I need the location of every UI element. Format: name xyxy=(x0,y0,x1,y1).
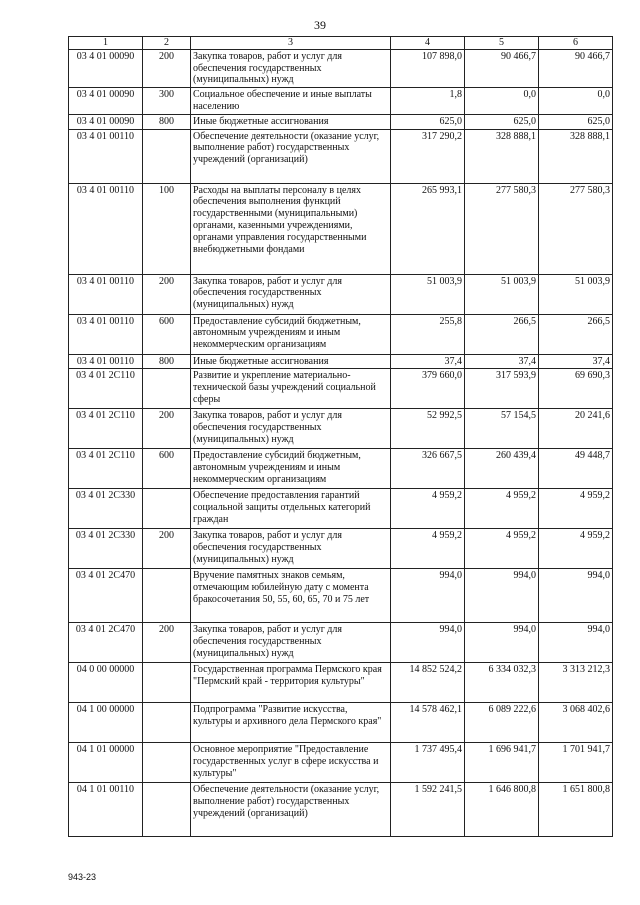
amount-cell: 37,4 xyxy=(465,354,539,369)
amount-cell: 4 959,2 xyxy=(539,529,613,569)
item-name-cell: Иные бюджетные ассигнования xyxy=(191,114,391,129)
amount-cell: 1 701 941,7 xyxy=(539,743,613,783)
amount-cell: 69 690,3 xyxy=(539,369,613,409)
expense-type-cell: 100 xyxy=(143,183,191,274)
item-name-cell: Иные бюджетные ассигнования xyxy=(191,354,391,369)
table-row xyxy=(69,129,613,183)
expense-type-cell: 300 xyxy=(143,88,191,115)
item-name-cell: Основное мероприятие "Предоставление государственных услуг в сфере искусства и культуры" xyxy=(191,743,391,783)
expense-type-cell: 600 xyxy=(143,449,191,489)
column-header: 4 xyxy=(391,37,465,50)
amount-cell: 90 466,7 xyxy=(465,49,539,87)
amount-cell: 265 993,1 xyxy=(391,183,465,274)
budget-code-cell: 03 4 01 00110 xyxy=(69,314,143,354)
expense-type-cell xyxy=(143,129,191,183)
amount-cell: 1 696 941,7 xyxy=(465,743,539,783)
expense-type-cell: 600 xyxy=(143,314,191,354)
amount-cell: 37,4 xyxy=(539,354,613,369)
budget-code-cell: 03 4 01 00110 xyxy=(69,274,143,314)
amount-cell: 107 898,0 xyxy=(391,49,465,87)
amount-cell: 326 667,5 xyxy=(391,449,465,489)
budget-code-cell: 03 4 01 00090 xyxy=(69,49,143,87)
amount-cell: 328 888,1 xyxy=(465,129,539,183)
expense-type-cell: 200 xyxy=(143,274,191,314)
amount-cell: 3 068 402,6 xyxy=(539,703,613,743)
table-row xyxy=(69,663,613,703)
item-name-cell: Социальное обеспечение и иные выплаты населению xyxy=(191,88,391,115)
item-name-cell: Вручение памятных знаков семьям, отмечающим юбилейную дату с момента бракосочетания 50, 55, 60, 65, 70 и 75 лет xyxy=(191,569,391,623)
budget-code-cell: 03 4 01 2С330 xyxy=(69,489,143,529)
table-row xyxy=(69,783,613,837)
item-name-cell: Государственная программа Пермского края "Пермский край - территория культуры" xyxy=(191,663,391,703)
table-row xyxy=(69,183,613,274)
column-header: 5 xyxy=(465,37,539,50)
amount-cell: 317 290,2 xyxy=(391,129,465,183)
item-name-cell: Предоставление субсидий бюджетным, автономным учреждениям и иным некоммерческим организациям xyxy=(191,449,391,489)
amount-cell: 379 660,0 xyxy=(391,369,465,409)
amount-cell: 1 737 495,4 xyxy=(391,743,465,783)
amount-cell: 4 959,2 xyxy=(391,489,465,529)
item-name-cell: Обеспечение предоставления гарантий социальной защиты отдельных категорий граждан xyxy=(191,489,391,529)
expense-type-cell xyxy=(143,663,191,703)
amount-cell: 328 888,1 xyxy=(539,129,613,183)
amount-cell: 4 959,2 xyxy=(539,489,613,529)
amount-cell: 994,0 xyxy=(539,569,613,623)
amount-cell: 3 313 212,3 xyxy=(539,663,613,703)
amount-cell: 57 154,5 xyxy=(465,409,539,449)
amount-cell: 266,5 xyxy=(465,314,539,354)
budget-code-cell: 03 4 01 00110 xyxy=(69,183,143,274)
budget-code-cell: 03 4 01 00090 xyxy=(69,88,143,115)
page-number: 39 xyxy=(314,18,326,32)
column-header: 2 xyxy=(143,37,191,50)
amount-cell: 0,0 xyxy=(465,88,539,115)
expense-type-cell: 200 xyxy=(143,49,191,87)
expense-type-cell: 800 xyxy=(143,354,191,369)
table-row xyxy=(69,743,613,783)
budget-table xyxy=(68,36,613,837)
budget-code-cell: 04 0 00 00000 xyxy=(69,663,143,703)
item-name-cell: Развитие и укрепление материально-технической базы учреждений социальной сферы xyxy=(191,369,391,409)
item-name-cell: Подпрограмма "Развитие искусства, культуры и архивного дела Пермского края" xyxy=(191,703,391,743)
column-header: 3 xyxy=(191,37,391,50)
amount-cell: 4 959,2 xyxy=(465,489,539,529)
amount-cell: 260 439,4 xyxy=(465,449,539,489)
table-row xyxy=(69,569,613,623)
expense-type-cell xyxy=(143,369,191,409)
amount-cell: 14 578 462,1 xyxy=(391,703,465,743)
amount-cell: 0,0 xyxy=(539,88,613,115)
amount-cell: 52 992,5 xyxy=(391,409,465,449)
budget-code-cell: 04 1 01 00110 xyxy=(69,783,143,837)
budget-code-cell: 03 4 01 2С110 xyxy=(69,369,143,409)
expense-type-cell xyxy=(143,743,191,783)
table-row xyxy=(69,274,613,314)
column-header: 6 xyxy=(539,37,613,50)
budget-code-cell: 03 4 01 00110 xyxy=(69,129,143,183)
item-name-cell: Закупка товаров, работ и услуг для обеспечения государственных (муниципальных) нужд xyxy=(191,274,391,314)
budget-code-cell: 04 1 00 00000 xyxy=(69,703,143,743)
amount-cell: 1,8 xyxy=(391,88,465,115)
expense-type-cell xyxy=(143,569,191,623)
expense-type-cell: 200 xyxy=(143,409,191,449)
budget-code-cell: 03 4 01 2С470 xyxy=(69,569,143,623)
amount-cell: 4 959,2 xyxy=(465,529,539,569)
amount-cell: 6 089 222,6 xyxy=(465,703,539,743)
item-name-cell: Предоставление субсидий бюджетным, автономным учреждениям и иным некоммерческим организациям xyxy=(191,314,391,354)
table-row xyxy=(69,369,613,409)
amount-cell: 625,0 xyxy=(465,114,539,129)
budget-code-cell: 03 4 01 2С330 xyxy=(69,529,143,569)
item-name-cell: Закупка товаров, работ и услуг для обеспечения государственных (муниципальных) нужд xyxy=(191,409,391,449)
amount-cell: 1 646 800,8 xyxy=(465,783,539,837)
table-row xyxy=(69,703,613,743)
expense-type-cell xyxy=(143,489,191,529)
amount-cell: 49 448,7 xyxy=(539,449,613,489)
amount-cell: 20 241,6 xyxy=(539,409,613,449)
amount-cell: 1 651 800,8 xyxy=(539,783,613,837)
table-row xyxy=(69,623,613,663)
table-row xyxy=(69,314,613,354)
amount-cell: 277 580,3 xyxy=(539,183,613,274)
amount-cell: 317 593,9 xyxy=(465,369,539,409)
table-row xyxy=(69,489,613,529)
amount-cell: 994,0 xyxy=(391,569,465,623)
amount-cell: 51 003,9 xyxy=(391,274,465,314)
item-name-cell: Обеспечение деятельности (оказание услуг, выполнение работ) государственных учреждений (организаций) xyxy=(191,129,391,183)
table-body xyxy=(69,49,613,837)
amount-cell: 625,0 xyxy=(539,114,613,129)
table-row xyxy=(69,449,613,489)
amount-cell: 14 852 524,2 xyxy=(391,663,465,703)
amount-cell: 51 003,9 xyxy=(465,274,539,314)
table-row xyxy=(69,409,613,449)
amount-cell: 277 580,3 xyxy=(465,183,539,274)
item-name-cell: Обеспечение деятельности (оказание услуг, выполнение работ) государственных учреждений (организаций) xyxy=(191,783,391,837)
amount-cell: 4 959,2 xyxy=(391,529,465,569)
amount-cell: 994,0 xyxy=(391,623,465,663)
amount-cell: 625,0 xyxy=(391,114,465,129)
item-name-cell: Закупка товаров, работ и услуг для обеспечения государственных (муниципальных) нужд xyxy=(191,529,391,569)
amount-cell: 994,0 xyxy=(465,569,539,623)
item-name-cell: Закупка товаров, работ и услуг для обеспечения государственных (муниципальных) нужд xyxy=(191,623,391,663)
table-row xyxy=(69,114,613,129)
amount-cell: 37,4 xyxy=(391,354,465,369)
expense-type-cell xyxy=(143,783,191,837)
amount-cell: 1 592 241,5 xyxy=(391,783,465,837)
expense-type-cell: 200 xyxy=(143,623,191,663)
table-header-row xyxy=(69,37,613,50)
item-name-cell: Закупка товаров, работ и услуг для обеспечения государственных (муниципальных) нужд xyxy=(191,49,391,87)
amount-cell: 255,8 xyxy=(391,314,465,354)
expense-type-cell: 800 xyxy=(143,114,191,129)
budget-code-cell: 03 4 01 2С470 xyxy=(69,623,143,663)
expense-type-cell xyxy=(143,703,191,743)
budget-code-cell: 03 4 01 00090 xyxy=(69,114,143,129)
table-row xyxy=(69,354,613,369)
amount-cell: 90 466,7 xyxy=(539,49,613,87)
column-header: 1 xyxy=(69,37,143,50)
amount-cell: 266,5 xyxy=(539,314,613,354)
amount-cell: 6 334 032,3 xyxy=(465,663,539,703)
expense-type-cell: 200 xyxy=(143,529,191,569)
amount-cell: 51 003,9 xyxy=(539,274,613,314)
document-code: 943-23 xyxy=(68,872,97,882)
budget-code-cell: 04 1 01 00000 xyxy=(69,743,143,783)
amount-cell: 994,0 xyxy=(539,623,613,663)
budget-code-cell: 03 4 01 2С110 xyxy=(69,449,143,489)
budget-code-cell: 03 4 01 00110 xyxy=(69,354,143,369)
amount-cell: 994,0 xyxy=(465,623,539,663)
table-row xyxy=(69,88,613,115)
item-name-cell: Расходы на выплаты персоналу в целях обеспечения выполнения функций государственными (муниципальными) органами, казенными учреждениями, органами управления государственными внебюджетными фондами xyxy=(191,183,391,274)
budget-code-cell: 03 4 01 2С110 xyxy=(69,409,143,449)
table-row xyxy=(69,529,613,569)
table-row xyxy=(69,49,613,87)
